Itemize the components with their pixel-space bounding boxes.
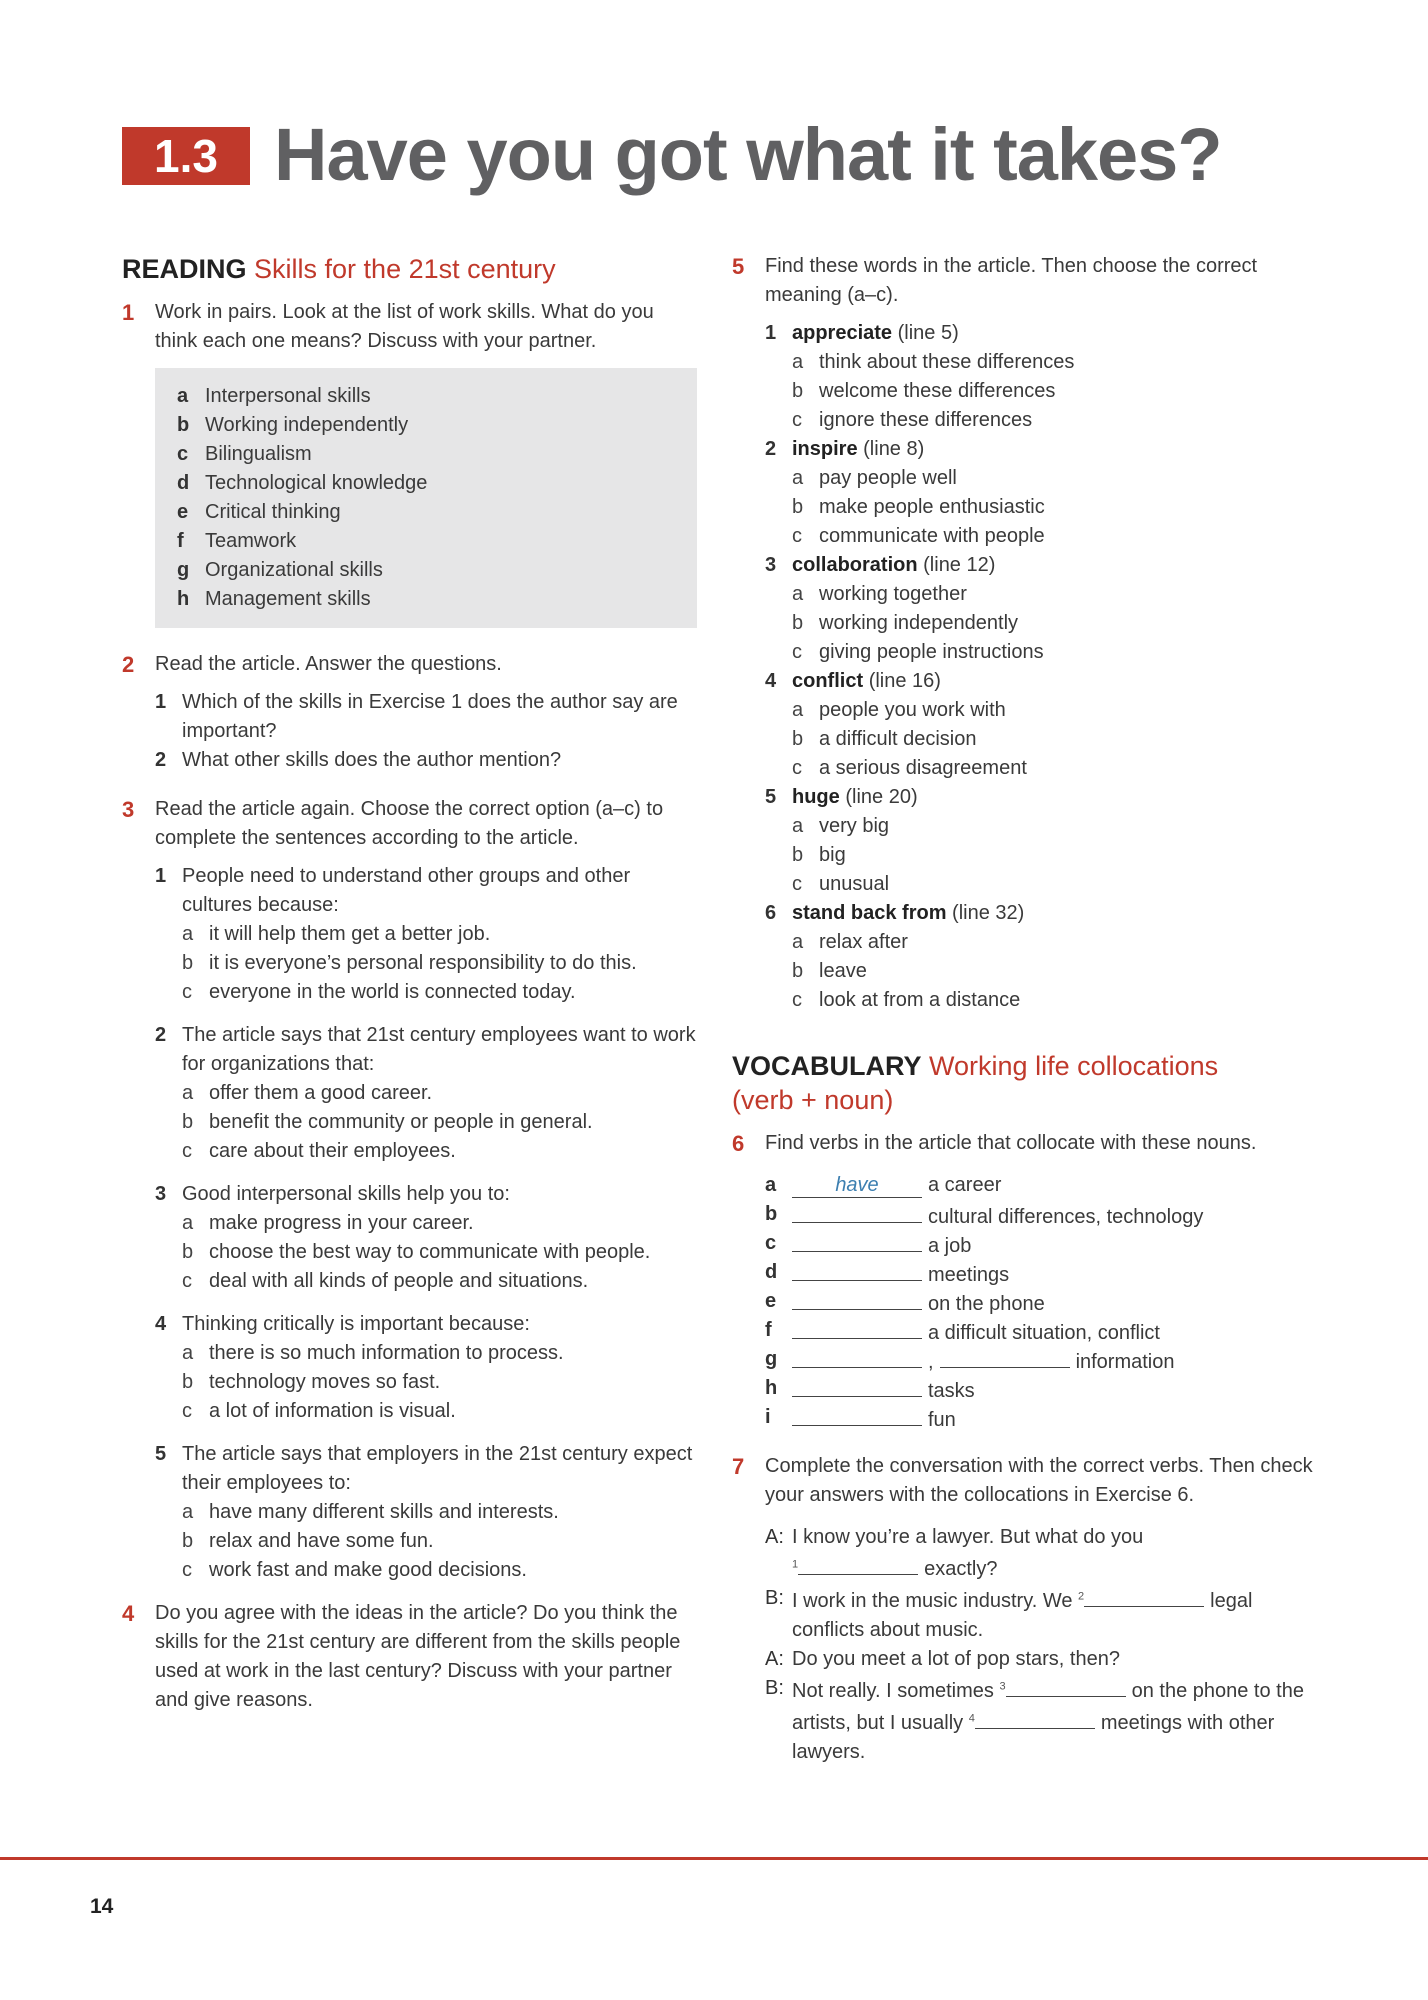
answer-blank[interactable] — [792, 1287, 922, 1310]
line-reference: (line 20) — [845, 786, 918, 808]
target-word: conflict — [792, 670, 864, 692]
option-text: welcome these differences — [819, 380, 1056, 402]
item-number: 6 — [765, 902, 777, 924]
line-reference: (line 16) — [868, 670, 941, 692]
exercise-number: 4 — [122, 1601, 135, 1626]
option-item — [732, 464, 1322, 493]
target-word: collaboration — [792, 554, 918, 576]
gap-number: 4 — [968, 1712, 975, 1725]
target-word: huge — [792, 786, 840, 808]
line-reference: (line 32) — [952, 902, 1025, 924]
question-number: 2 — [155, 1024, 167, 1046]
option-letter: c — [182, 1270, 192, 1292]
noun-text: a job — [928, 1235, 972, 1257]
question-text: Thinking critically is important because: — [182, 1313, 530, 1335]
exercise-2 — [122, 650, 697, 679]
target-word: appreciate — [792, 322, 893, 344]
option-item — [732, 348, 1322, 377]
option-text: make people enthusiastic — [819, 496, 1045, 518]
target-word: stand back from — [792, 902, 947, 924]
unit-badge: 1.3 — [122, 127, 250, 185]
option-item — [732, 377, 1322, 406]
option-item — [122, 1397, 697, 1426]
option-text: working together — [819, 583, 967, 605]
right-column — [732, 252, 1322, 1767]
question-number: 2 — [155, 749, 167, 771]
option-letter: b — [182, 1530, 194, 1552]
question-text: The article says that 21st century employees want to work for organizations that: — [182, 1024, 696, 1075]
collocation-row — [732, 1287, 1322, 1316]
item-letter: g — [765, 1348, 778, 1370]
dialog-line — [732, 1674, 1322, 1767]
option-letter: c — [182, 1140, 192, 1162]
option-item — [122, 1137, 697, 1166]
option-item — [122, 920, 697, 949]
exercise-instruction: Read the article again. Choose the correct option (a–c) to complete the sentences according to the article. — [155, 798, 664, 849]
gap-number: 2 — [1078, 1590, 1085, 1603]
option-item — [122, 1556, 697, 1585]
option-item — [732, 580, 1322, 609]
option-item — [122, 1527, 697, 1556]
option-item — [122, 1079, 697, 1108]
item-letter: f — [177, 530, 184, 552]
item-letter: e — [177, 501, 189, 523]
option-text: technology moves so fast. — [209, 1371, 441, 1393]
option-text: deal with all kinds of people and situations. — [209, 1270, 589, 1292]
option-item — [732, 638, 1322, 667]
noun-text: a career — [928, 1174, 1002, 1196]
word-item — [732, 435, 1322, 464]
option-text: big — [819, 844, 846, 866]
option-item — [732, 986, 1322, 1015]
option-item — [732, 406, 1322, 435]
skill-text: Working independently — [205, 414, 409, 436]
option-text: have many different skills and interests. — [209, 1501, 559, 1523]
question-number: 3 — [155, 1183, 167, 1205]
exercise-4 — [122, 1599, 697, 1715]
option-letter: a — [182, 1501, 194, 1523]
dialog-text: meetings with other lawyers. — [792, 1712, 1275, 1763]
reading-heading — [122, 252, 697, 286]
dialog-text: Not really. I sometimes — [792, 1680, 994, 1702]
option-text: unusual — [819, 873, 890, 895]
exercise-number: 3 — [122, 797, 135, 822]
option-letter: c — [792, 409, 802, 431]
option-letter: b — [792, 960, 804, 982]
skill-text: Teamwork — [205, 530, 297, 552]
option-text: it is everyone’s personal responsibility to do this. — [209, 952, 637, 974]
option-letter: b — [792, 612, 804, 634]
noun-text: a difficult situation, conflict — [928, 1322, 1160, 1344]
option-item — [122, 949, 697, 978]
skill-text: Organizational skills — [205, 559, 383, 581]
skill-item — [177, 440, 677, 469]
collocation-row — [732, 1316, 1322, 1345]
skill-text: Interpersonal skills — [205, 385, 371, 407]
line-reference: (line 12) — [923, 554, 996, 576]
noun-text: tasks — [928, 1380, 975, 1402]
item-letter: d — [765, 1261, 778, 1283]
option-letter: c — [792, 989, 802, 1011]
collocation-row — [732, 1171, 1322, 1200]
exercise-3 — [122, 795, 697, 853]
gap-number: 3 — [999, 1680, 1006, 1693]
option-text: it will help them get a better job. — [209, 923, 491, 945]
skill-item — [177, 527, 677, 556]
question-item — [122, 1180, 697, 1209]
option-letter: a — [182, 1082, 194, 1104]
page-number: 14 — [90, 1895, 114, 1918]
option-item — [122, 1238, 697, 1267]
option-letter: a — [182, 923, 194, 945]
reading-topic: Skills for the 21st century — [254, 254, 556, 284]
dialog-blank[interactable] — [798, 1552, 918, 1575]
exercise-7 — [732, 1452, 1322, 1510]
option-letter: a — [182, 1342, 194, 1364]
option-item — [122, 1498, 697, 1527]
option-text: choose the best way to communicate with people. — [209, 1241, 651, 1263]
answer-blank[interactable] — [792, 1316, 922, 1339]
exercise-number: 2 — [122, 652, 135, 677]
word-item — [732, 319, 1322, 348]
exercise-instruction: Complete the conversation with the correct verbs. Then check your answers with the collocations in Exercise 6. — [765, 1455, 1313, 1506]
option-text: work fast and make good decisions. — [209, 1559, 527, 1581]
option-text: leave — [819, 960, 867, 982]
option-letter: c — [792, 757, 802, 779]
question-item — [122, 862, 697, 920]
option-text: working independently — [819, 612, 1019, 634]
dialog-line — [732, 1584, 1322, 1645]
skill-item — [177, 498, 677, 527]
option-text: pay people well — [819, 467, 957, 489]
option-letter: b — [182, 1111, 194, 1133]
exercise-number: 7 — [732, 1454, 745, 1479]
answer-blank[interactable]: have — [792, 1175, 922, 1198]
question-text: People need to understand other groups and other cultures because: — [182, 865, 631, 916]
skill-item — [177, 382, 677, 411]
exercise-number: 1 — [122, 300, 135, 325]
skill-item — [177, 585, 677, 614]
option-letter: c — [182, 981, 192, 1003]
item-letter: b — [177, 414, 190, 436]
option-item — [122, 978, 697, 1007]
option-text: everyone in the world is connected today. — [209, 981, 576, 1003]
item-letter: d — [177, 472, 190, 494]
option-letter: a — [792, 583, 804, 605]
item-letter: h — [177, 588, 190, 610]
speaker: B: — [765, 1587, 784, 1609]
exercise-instruction: Find verbs in the article that collocate with these nouns. — [765, 1132, 1257, 1154]
exercise-number: 5 — [732, 254, 745, 279]
word-item — [732, 783, 1322, 812]
skill-item — [177, 469, 677, 498]
question-text: Which of the skills in Exercise 1 does the author say are important? — [182, 691, 678, 742]
noun-text: on the phone — [928, 1293, 1045, 1315]
option-letter: a — [792, 351, 804, 373]
option-text: very big — [819, 815, 890, 837]
vocabulary-topic-line2: (verb + noun) — [732, 1085, 894, 1115]
dialog-line — [732, 1645, 1322, 1674]
vocabulary-heading — [732, 1049, 1322, 1117]
dialog-text: Do you meet a lot of pop stars, then? — [792, 1648, 1120, 1670]
item-letter: h — [765, 1377, 778, 1399]
option-item — [732, 754, 1322, 783]
option-item — [122, 1339, 697, 1368]
option-text: think about these differences — [819, 351, 1075, 373]
option-text: communicate with people — [819, 525, 1045, 547]
exercise-5 — [732, 252, 1322, 310]
question-number: 1 — [155, 691, 167, 713]
line-reference: (line 5) — [897, 322, 959, 344]
item-letter: c — [765, 1232, 777, 1254]
noun-text: meetings — [928, 1264, 1010, 1286]
option-letter: b — [182, 952, 194, 974]
exercise-instruction: Do you agree with the ideas in the article? Do you think the skills for the 21st century are different from the skills people used at work in the last century? Discuss with your partner and give reasons. — [155, 1602, 681, 1711]
option-item — [732, 696, 1322, 725]
question-text: Good interpersonal skills help you to: — [182, 1183, 510, 1205]
option-item — [732, 522, 1322, 551]
speaker: A: — [765, 1526, 784, 1548]
option-item — [122, 1267, 697, 1296]
option-item — [732, 841, 1322, 870]
option-letter: c — [182, 1559, 192, 1581]
option-text: benefit the community or people in general. — [209, 1111, 593, 1133]
option-item — [732, 725, 1322, 754]
dialog-text: exactly? — [924, 1558, 998, 1580]
skill-text: Bilingualism — [205, 443, 312, 465]
option-letter: a — [792, 467, 804, 489]
skill-item — [177, 411, 677, 440]
question-text: The article says that employers in the 21st century expect their employees to: — [182, 1443, 693, 1494]
answer-blank[interactable] — [792, 1345, 922, 1368]
option-item — [732, 928, 1322, 957]
option-text: offer them a good career. — [209, 1082, 433, 1104]
answer-blank[interactable] — [792, 1229, 922, 1252]
item-letter: e — [765, 1290, 777, 1312]
target-word: inspire — [792, 438, 858, 460]
item-letter: i — [765, 1406, 771, 1428]
question-number: 1 — [155, 865, 167, 887]
option-text: look at from a distance — [819, 989, 1021, 1011]
answer-blank[interactable] — [792, 1200, 922, 1223]
option-letter: b — [792, 844, 804, 866]
question-item — [122, 688, 697, 746]
skill-text: Critical thinking — [205, 501, 341, 523]
dialog-blank[interactable] — [1084, 1584, 1204, 1607]
speaker: A: — [765, 1648, 784, 1670]
dialog-text: I know you’re a lawyer. But what do you — [792, 1526, 1144, 1548]
skills-list-box — [155, 368, 697, 628]
vocabulary-label: VOCABULARY — [732, 1051, 922, 1081]
option-item — [732, 493, 1322, 522]
skill-text: Technological knowledge — [205, 472, 428, 494]
noun-text: information — [1075, 1351, 1175, 1373]
option-letter: b — [182, 1241, 194, 1263]
item-letter: f — [765, 1319, 772, 1341]
option-item — [732, 957, 1322, 986]
dialog-blank[interactable] — [1006, 1674, 1126, 1697]
exercise-instruction: Read the article. Answer the questions. — [155, 653, 502, 675]
dialog-line — [732, 1523, 1322, 1584]
item-letter: b — [765, 1203, 778, 1225]
option-letter: c — [792, 525, 802, 547]
option-letter: c — [792, 873, 802, 895]
item-number: 3 — [765, 554, 777, 576]
word-item — [732, 667, 1322, 696]
option-letter: a — [792, 699, 804, 721]
option-item — [732, 609, 1322, 638]
left-column — [122, 252, 697, 1724]
option-letter: a — [792, 815, 804, 837]
option-item — [122, 1368, 697, 1397]
item-letter: c — [177, 443, 189, 465]
answer-blank-2[interactable] — [940, 1345, 1070, 1368]
option-item — [732, 812, 1322, 841]
answer-blank[interactable] — [792, 1403, 922, 1426]
option-letter: b — [182, 1371, 194, 1393]
reading-label: READING — [122, 254, 247, 284]
question-item — [122, 1440, 697, 1498]
item-letter: a — [177, 385, 189, 407]
answer-blank[interactable] — [792, 1374, 922, 1397]
option-item — [122, 1108, 697, 1137]
line-reference: (line 8) — [863, 438, 925, 460]
vocabulary-topic: Working life collocations — [929, 1051, 1219, 1081]
option-letter: b — [792, 728, 804, 750]
option-text: relax and have some fun. — [209, 1530, 434, 1552]
skill-text: Management skills — [205, 588, 371, 610]
option-text: ignore these differences — [819, 409, 1033, 431]
option-letter: a — [792, 931, 804, 953]
exercise-instruction: Work in pairs. Look at the list of work skills. What do you think each one means? Discuss with your partner. — [155, 301, 654, 352]
dialog-text: I work in the music industry. We — [792, 1590, 1073, 1612]
option-letter: a — [182, 1212, 194, 1234]
option-letter: c — [792, 641, 802, 663]
option-text: people you work with — [819, 699, 1006, 721]
item-number: 5 — [765, 786, 777, 808]
word-item — [732, 899, 1322, 928]
option-letter: b — [792, 496, 804, 518]
item-letter: a — [765, 1174, 777, 1196]
collocation-row — [732, 1374, 1322, 1403]
option-text: there is so much information to process. — [209, 1342, 564, 1364]
word-item — [732, 551, 1322, 580]
item-number: 1 — [765, 322, 777, 344]
question-number: 5 — [155, 1443, 167, 1465]
question-item — [122, 746, 697, 775]
question-text: What other skills does the author mention? — [182, 749, 562, 771]
option-item — [732, 870, 1322, 899]
item-letter: g — [177, 559, 190, 581]
exercise-1 — [122, 298, 697, 356]
option-text: a lot of information is visual. — [209, 1400, 456, 1422]
page-header — [122, 113, 1322, 198]
exercise-number: 6 — [732, 1131, 745, 1156]
collocation-row — [732, 1403, 1322, 1432]
footer-divider — [0, 1857, 1428, 1860]
option-text: make progress in your career. — [209, 1212, 474, 1234]
option-text: a difficult decision — [819, 728, 977, 750]
option-item — [122, 1209, 697, 1238]
option-letter: c — [182, 1400, 192, 1422]
item-number: 4 — [765, 670, 777, 692]
item-number: 2 — [765, 438, 777, 460]
page-title: Have you got what it takes? — [274, 113, 1222, 196]
noun-text: fun — [928, 1409, 956, 1431]
option-text: care about their employees. — [209, 1140, 456, 1162]
collocation-row — [732, 1229, 1322, 1258]
collocation-row — [732, 1200, 1322, 1229]
answer-blank[interactable] — [792, 1258, 922, 1281]
collocation-row — [732, 1258, 1322, 1287]
option-text: giving people instructions — [819, 641, 1044, 663]
skill-item — [177, 556, 677, 585]
option-text: a serious disagreement — [819, 757, 1027, 779]
speaker: B: — [765, 1677, 784, 1699]
option-text: relax after — [819, 931, 908, 953]
option-letter: b — [792, 380, 804, 402]
collocation-row — [732, 1345, 1322, 1374]
question-item — [122, 1021, 697, 1079]
noun-text: cultural differences, technology — [928, 1206, 1204, 1228]
gap-number: 1 — [792, 1558, 799, 1571]
question-item — [122, 1310, 697, 1339]
dialog-text: on the phone to the artists, but I usually — [792, 1680, 1304, 1734]
separator: , — [928, 1351, 934, 1373]
dialog-blank[interactable] — [975, 1706, 1095, 1729]
exercise-6 — [732, 1129, 1322, 1158]
exercise-instruction: Find these words in the article. Then choose the correct meaning (a–c). — [765, 255, 1258, 306]
question-number: 4 — [155, 1313, 167, 1335]
dialog-text: legal conflicts about music. — [792, 1590, 1253, 1641]
